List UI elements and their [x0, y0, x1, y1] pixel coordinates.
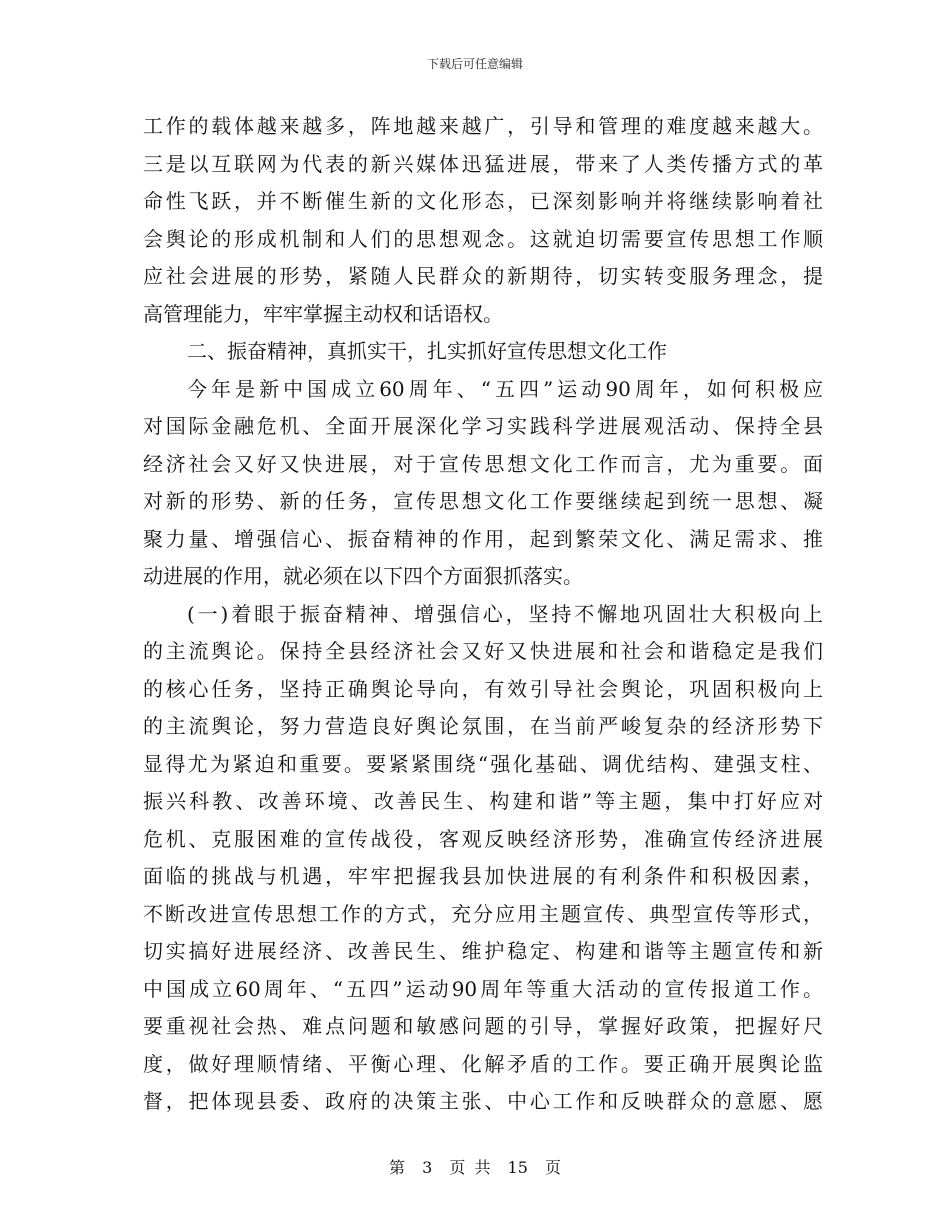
text-line: 经济社会又好又快进展，对于宣传思想文化工作而言，尤为重要。面: [143, 451, 823, 476]
text-line: 工作的载体越来越多，阵地越来越广，引导和管理的难度越来越大。: [143, 114, 823, 138]
text-line: 会舆论的形成机制和人们的思想观念。这就迫切需要宣传思想工作顺: [143, 226, 823, 251]
text-line: 命性飞跃，并不断催生新的文化形态，已深刻影响并将继续影响着社: [143, 189, 823, 213]
text-line: 高管理能力，牢牢掌握主动权和话语权。: [143, 301, 503, 326]
footer-page-number: 3: [422, 1158, 433, 1177]
text-line: 中国成立60周年、“五四”运动90周年等重大活动的宣传报道工作。: [143, 976, 823, 1001]
text-line: 三是以互联网为代表的新兴媒体迅猛进展，带来了人类传播方式的革: [143, 151, 823, 176]
footer-total-pages: 15: [507, 1158, 528, 1177]
footer-suffix: 页: [545, 1158, 562, 1177]
text-line: 聚力量、增强信心、振奋精神的作用，起到繁荣文化、满足需求、推: [143, 526, 823, 551]
text-line: 振兴科教、改善环境、改善民生、构建和谐”等主题，集中打好应对: [143, 789, 823, 813]
text-line: 对国际金融危机、全面开展深化学习实践科学进展观活动、保持全县: [143, 414, 823, 438]
text-line: 面临的挑战与机遇，牢牢把握我县加快进展的有利条件和积极因素，: [143, 864, 823, 888]
text-line: 动进展的作用，就必须在以下四个方面狠抓落实。: [143, 564, 583, 588]
text-line: (一)着眼于振奋精神、增强信心，坚持不懈地巩固壮大积极向上: [187, 601, 823, 626]
text-line: 对新的形势、新的任务，宣传思想文化工作要继续起到统一思想、凝: [143, 489, 823, 513]
text-line: 不断改进宣传思想工作的方式，充分应用主题宣传、典型宣传等形式，: [143, 901, 823, 926]
page-footer: [0, 1155, 950, 1178]
text-line: 的核心任务，坚持正确舆论导向，有效引导社会舆论，巩固积极向上: [143, 676, 823, 701]
text-line: 危机、克服困难的宣传战役，客观反映经济形势，准确宣传经济进展: [143, 826, 823, 851]
text-line: 的主流舆论，努力营造良好舆论氛围，在当前严峻复杂的经济形势下: [143, 714, 823, 738]
text-line: 的主流舆论。保持全县经济社会又好又快进展和社会和谐稳定是我们: [143, 639, 823, 663]
text-line: 显得尤为紧迫和重要。要紧紧围绕“强化基础、调优结构、建强支柱、: [143, 751, 823, 776]
text-line: 度，做好理顺情绪、平衡心理、化解矛盾的工作。要正确开展舆论监: [143, 1051, 823, 1076]
text-line: 切实搞好进展经济、改善民生、维护稳定、构建和谐等主题宣传和新: [143, 939, 823, 963]
text-line: 要重视社会热、难点问题和敏感问题的引导，掌握好政策，把握好尺: [143, 1014, 823, 1038]
text-line: 督，把体现县委、政府的决策主张、中心工作和反映群众的意愿、愿: [143, 1089, 823, 1113]
footer-middle: 页 共: [449, 1158, 491, 1177]
text-line: 今年是新中国成立60周年、“五四”运动90周年，如何积极应: [187, 376, 823, 401]
page-header: 下载后可任意编辑: [426, 57, 523, 71]
document-body: [143, 108, 823, 1121]
text-line: 应社会进展的形势，紧随人民群众的新期待，切实转变服务理念，提: [143, 264, 823, 288]
text-line: 二、振奋精神，真抓实干，扎实抓好宣传思想文化工作: [187, 339, 667, 363]
footer-prefix: 第: [388, 1158, 405, 1177]
